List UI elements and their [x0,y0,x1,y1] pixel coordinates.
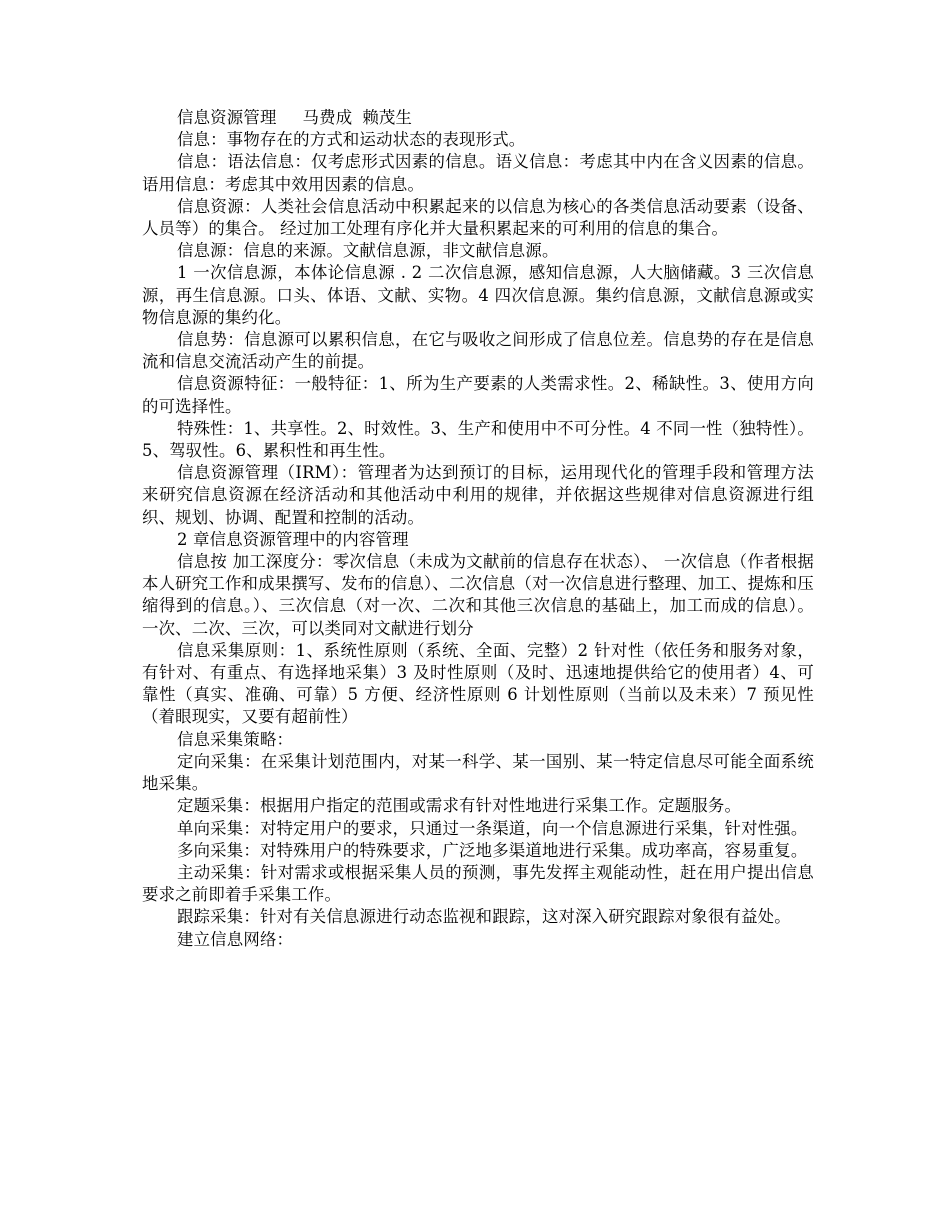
document-title: 信息资源管理 [177,108,277,127]
paragraph: 信息源：信息的来源。文献信息源，非文献信息源。 [177,241,559,261]
paragraph: 信息按 加工深度分：零次信息（未成为文献前的信息存在状态）、 一次信息（作者根据本人研究工作和成果撰写、发布的信息）、二次信息（对一次信息进行整理、加工、提炼和压缩得到的信息。）、三次信息（对一次、二次和其他三次信息的基础上，加工而成的信息）。一次、二次、三次，可以类同对文献进行划分 [142,552,815,638]
document-title-line [142,107,814,129]
paragraph: 特殊性：1、共享性。2、时效性。3、生产和使用中不可分性。4 不同一性（独特性）。5、驾驭性。6、累积性和再生性。 [142,418,814,461]
paragraph: 建立信息网络： [177,929,294,949]
paragraph: 信息资源管理（IRM）：管理者为达到预订的目标，运用现代化的管理手段和管理方法来研究信息资源在经济活动和其他活动中利用的规律，并依据这些规律对信息资源进行组织、规划、协调、配置和控制的活动。 [142,463,814,527]
paragraph: 信息资源：人类社会信息活动中积累起来的以信息为核心的各类信息活动要素（设备、人员等）的集合。 经过加工处理有序化并大量积累起来的可利用的信息的集合。 [142,196,814,239]
paragraph: 信息采集原则：1、系统性原则（系统、全面、完整）2 针对性（依任务和服务对象，有针对、有重点、有选择地采集）3 及时性原则（及时、迅速地提供给它的使用者）4、可靠性（真实、准确、可靠）5 方便、经济性原则 6 计划性原则（当前以及未来）7 预见性（着眼现实，又要有超前性） [142,640,814,727]
author-name: 马费成 [302,108,353,127]
paragraph: 多向采集：对特殊用户的特殊要求，广泛地多渠道地进行采集。成功率高，容易重复。 [177,840,808,860]
paragraph: 单向采集：对特定用户的要求，只通过一条渠道，向一个信息源进行采集，针对性强。 [177,818,808,838]
paragraph: 信息势：信息源可以累积信息，在它与吸收之间形成了信息位差。信息势的存在是信息流和信息交流活动产生的前提。 [142,330,814,372]
document-page [142,107,814,951]
paragraph: 信息：事物存在的方式和运动状态的表现形式。 [177,130,526,150]
paragraph: 信息：语法信息：仅考虑形式因素的信息。语义信息：考虑其中内在含义因素的信息。语用信息：考虑其中效用因素的信息。 [142,152,814,194]
paragraph: 1 一次信息源，本体论信息源 . 2 二次信息源，感知信息源，人大脑储藏。3 三次信息源，再生信息源。口头、体语、文献、实物。4 四次信息源。集约信息源，文献信息源或实物信息源的集约化。 [142,263,814,327]
paragraph: 信息采集策略： [177,729,294,749]
paragraph: 跟踪采集：针对有关信息源进行动态监视和跟踪，这对深入研究跟踪对象很有益处。 [177,907,791,927]
paragraph: 主动采集：针对需求或根据采集人员的预测，事先发挥主观能动性，赶在用户提出信息要求之前即着手采集工作。 [142,862,814,905]
paragraph: 定向采集：在采集计划范围内，对某一科学、某一国别、某一特定信息尽可能全面系统地采集。 [142,751,814,794]
chapter-heading: 2 章信息资源管理中的内容管理 [177,529,409,549]
paragraph: 信息资源特征：一般特征：1、所为生产要素的人类需求性。2、稀缺性。3、使用方向的可选择性。 [142,374,814,416]
author-name: 赖茂生 [362,108,413,127]
paragraph: 定题采集：根据用户指定的范围或需求有针对性地进行采集工作。定题服务。 [177,796,742,816]
